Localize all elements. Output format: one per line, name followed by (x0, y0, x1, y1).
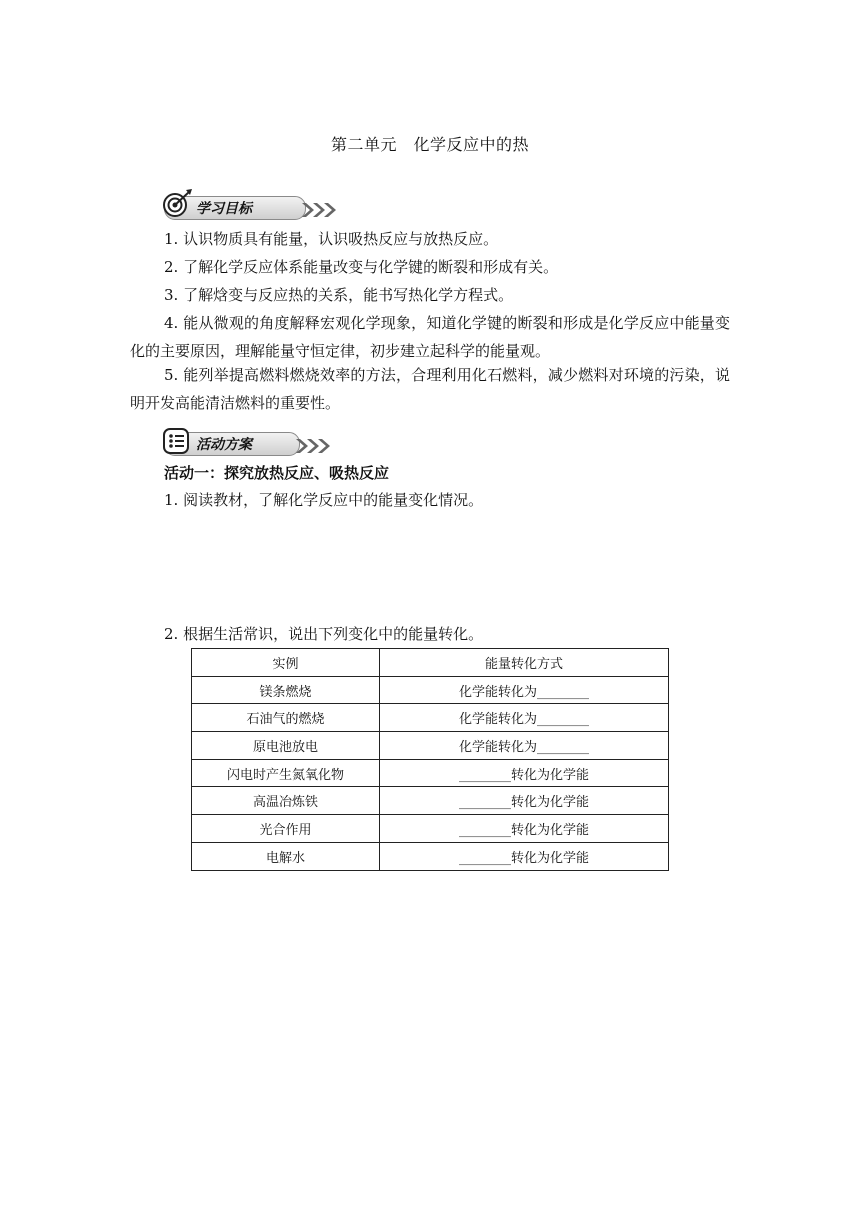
table-row (192, 704, 669, 732)
activity-heading: 活动一：探究放热反应、吸热反应 (164, 464, 390, 482)
table-header: 能量转化方式 (380, 649, 669, 677)
goal-item-4: 4. 能从微观的角度解释宏观化学现象，知道化学键的断裂和形成是化学反应中能量变化的主要原因，理解能量守恒定律，初步建立起科学的能量观。 (130, 314, 730, 360)
table-cell: 石油气的燃烧 (192, 704, 380, 732)
table-row (192, 815, 669, 843)
table-cell: 镁条燃烧 (192, 676, 380, 704)
energy-conversion-table (191, 648, 669, 871)
table-row (192, 759, 669, 787)
chevrons-icon (300, 200, 340, 220)
table-row (192, 842, 669, 870)
table-cell: ________转化为化学能 (380, 815, 669, 843)
table-cell: 化学能转化为________ (380, 704, 669, 732)
table-header: 实例 (192, 649, 380, 677)
table-cell: 光合作用 (192, 815, 380, 843)
table-cell: 化学能转化为________ (380, 732, 669, 760)
plan-badge-label: 活动方案 (196, 437, 252, 453)
table-cell: ________转化为化学能 (380, 842, 669, 870)
table-header-row (192, 649, 669, 677)
table-cell: 化学能转化为________ (380, 676, 669, 704)
activity-item-1: 1. 阅读教材，了解化学反应中的能量变化情况。 (164, 491, 484, 509)
table-row (192, 676, 669, 704)
plan-badge (164, 432, 339, 458)
table-cell: ________转化为化学能 (380, 759, 669, 787)
page-title: 第二单元 化学反应中的热 (330, 135, 529, 154)
goal-item-1: 1. 认识物质具有能量，认识吸热反应与放热反应。 (164, 230, 499, 248)
goals-badge (164, 196, 339, 222)
goals-badge-label: 学习目标 (196, 201, 252, 217)
goal-item-5: 5. 能列举提高燃料燃烧效率的方法，合理利用化石燃料，减少燃料对环境的污染，说明开发高能清洁燃料的重要性。 (130, 366, 730, 412)
table-cell: 高温冶炼铁 (192, 787, 380, 815)
target-icon (160, 188, 194, 218)
table-cell: 电解水 (192, 842, 380, 870)
chevrons-icon (294, 436, 334, 456)
table-row (192, 732, 669, 760)
goal-item-2: 2. 了解化学反应体系能量改变与化学键的断裂和形成有关。 (164, 258, 559, 276)
table-cell: ________转化为化学能 (380, 787, 669, 815)
list-icon (162, 427, 192, 455)
activity-item-2: 2. 根据生活常识，说出下列变化中的能量转化。 (164, 625, 484, 643)
table-row (192, 787, 669, 815)
table-cell: 闪电时产生氮氧化物 (192, 759, 380, 787)
table-cell: 原电池放电 (192, 732, 380, 760)
goal-item-3: 3. 了解焓变与反应热的关系，能书写热化学方程式。 (164, 286, 514, 304)
